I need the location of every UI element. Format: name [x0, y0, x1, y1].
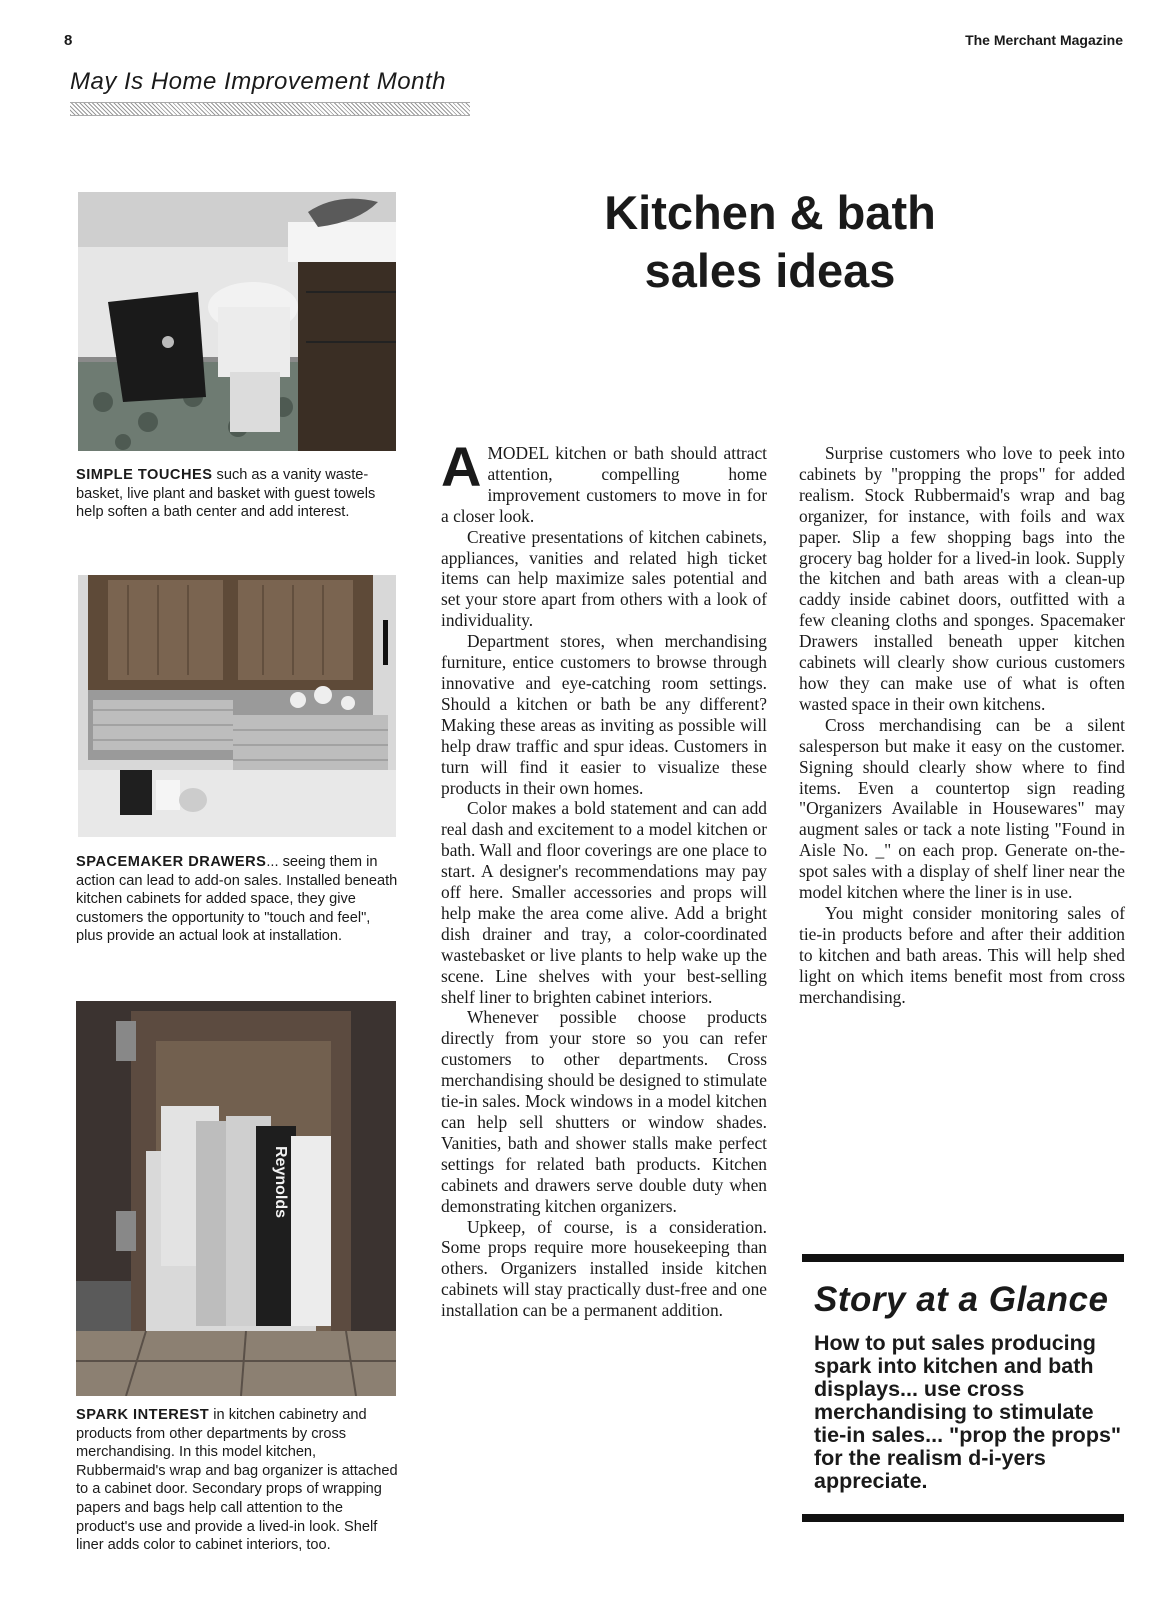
- section-title: May Is Home Improvement Month: [70, 68, 446, 95]
- drop-cap: A: [441, 435, 482, 498]
- article-paragraph: Whenever possible choose products directly from your store so you can refer customers to other departments. Cross merchandising should be designed to stimulate tie-in sales. Mock windows in a model kitchen can help sell shutters or window shades. Vanities, bath and shower stalls make perfect settings for related bath products. Kitchen cabinets and drawers serve double duty when demonstrating kitchen organizers.: [441, 1007, 768, 1216]
- article-paragraph: Cross merchandising can be a silent salesperson but make it easy on the customer. Signing should clearly show where to find items. Even a countertop sign reading "Organizers Available in Housewares" may augment sales or tack a note listing "Found in Aisle No. _" on each prop. Generate on-the-spot sales with a display of shelf liner near the model kitchen where the liner is in use.: [799, 714, 1125, 903]
- organizer-photo-caption: [76, 1406, 398, 1555]
- organizer-photo-illustration: [76, 1001, 396, 1396]
- glance-body: How to put sales producing spark into kitchen and bath displays... use cross merchandising to stimulate tie-in sales... "prop the props" for the realism d-i-yers appreciate.: [814, 1331, 1122, 1493]
- section-rule: [70, 102, 470, 116]
- article-column-right: [799, 443, 1125, 1007]
- article-paragraph: Surprise customers who love to peek into cabinets by "propping the props" for added realism. Stock Rubbermaid's wrap and bag organizer, for instance, with foils and wax paper. Slip a few shopping bags into the grocery bag holder for a lived-in look. Supply the kitchen and bath areas with a clean-up caddy inside cabinet doors, outfitted with a few cleaning cloths and sponges. Spacemaker Drawers installed beneath upper kitchen cabinets will clearly show curious customers how they can make use of what is often wasted space in their own kitchens.: [799, 443, 1125, 714]
- story-at-a-glance-box: [802, 1254, 1124, 1522]
- article-paragraph: Creative presentations of kitchen cabinets, appliances, vanities and related high ticket items can help maximize sales potential and set your store apart from others with a look of individuality.: [441, 526, 767, 631]
- article-paragraph: Color makes a bold statement and can add real dash and excitement to a model kitchen or bath. Wall and floor coverings are one place to start. A designer's recommendations may pay off here. Smaller accessories and props will help make the area come alive. Add a bright dish drainer and tray, a color-coordinated wastebasket or live plants to help wake up the scene. Line shelves with your best-selling shelf liner to brighten cabinet interiors.: [441, 798, 767, 1007]
- bath-photo-caption: [76, 466, 398, 522]
- article-paragraph: You might consider monitoring sales of tie-in products before and after their addition to kitchen and bath areas. This will help shed light on which items benefit most from cross merchandising.: [799, 902, 1125, 1007]
- headline-line-2: sales ideas: [644, 244, 896, 297]
- caption-lead: SIMPLE TOUCHES: [76, 467, 213, 483]
- bath-photo-illustration: [78, 192, 396, 451]
- drawers-photo: [78, 575, 396, 837]
- organizer-photo: [76, 1001, 396, 1396]
- caption-text: ... seeing them in action can lead to add-on sales. Installed beneath kitchen cabinets for added space, they give customers the opportunity to "touch and feel", plus provide an actual look at installation.: [76, 854, 398, 945]
- article-paragraph: Upkeep, of course, is a consideration. Some props require more housekeeping than others. Organizers installed inside kitchen cabinets will stay practically dust-free and one installation can be a permanent addition.: [441, 1216, 767, 1321]
- bath-photo: [78, 192, 396, 451]
- headline: [530, 184, 1010, 300]
- article-paragraph: [441, 435, 767, 527]
- caption-lead: SPACEMAKER DRAWERS: [76, 854, 267, 870]
- caption-lead: SPARK INTEREST: [76, 1407, 210, 1423]
- caption-text: such as a vanity waste-basket, live plant and basket with guest towels help soften a bath center and add interest.: [76, 467, 376, 521]
- article-paragraph-text: MODEL kitchen or bath should attract attention, compelling home improvement customers to move in for a closer look.: [441, 443, 767, 526]
- drawers-photo-illustration: [78, 575, 396, 837]
- headline-line-1: Kitchen & bath: [604, 186, 936, 239]
- caption-text: in kitchen cabinetry and products from other departments by cross merchandising. In this model kitchen, Rubbermaid's wrap and bag organizer is attached to a cabinet door. Secondary props of wrapping papers and bags help call attention to the product's use and provide a lived-in look. Shelf liner adds color to cabinet interiors, too.: [76, 1407, 398, 1554]
- glance-title: Story at a Glance: [814, 1280, 1109, 1319]
- article-paragraph: Department stores, when merchandising furniture, entice customers to browse through innovative and eye-catching room settings. Should a kitchen or bath be any different? Making these areas as inviting as possible will help draw traffic and spur ideas. Customers in turn will find it easier to visualize these products in their own homes.: [441, 631, 767, 798]
- magazine-name: The Merchant Magazine: [965, 32, 1123, 48]
- page-number: 8: [64, 32, 73, 49]
- foil-brand-label: Reynolds: [272, 1146, 289, 1219]
- drawers-photo-caption: [76, 853, 398, 946]
- article-column-middle: [441, 435, 768, 1321]
